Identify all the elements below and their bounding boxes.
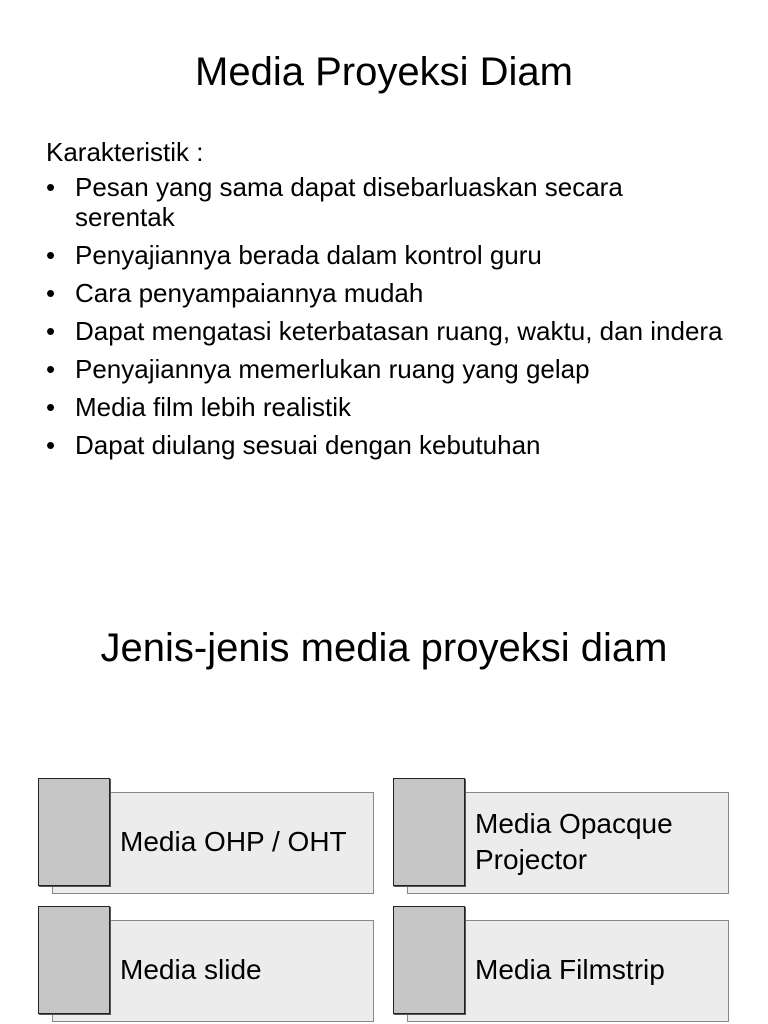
list-item [46, 240, 726, 270]
bullet-text: Media film lebih realistik [75, 392, 351, 422]
card-tab [38, 778, 110, 886]
bullet-text: Dapat diulang sesuai dengan kebutuhan [75, 430, 541, 460]
list-item [46, 392, 726, 422]
bullet-text: Penyajiannya memerlukan ruang yang gelap [75, 354, 590, 384]
list-item [46, 354, 726, 384]
media-card-filmstrip [393, 906, 729, 1022]
list-item [46, 430, 726, 460]
bullet-text: Cara penyampaiannya mudah [75, 278, 424, 308]
bullet-icon: • [46, 354, 56, 384]
list-item [46, 172, 726, 232]
list-item [46, 278, 726, 308]
bullet-icon: • [46, 316, 56, 346]
bullet-text: Dapat mengatasi keterbatasan ruang, waktu, dan indera [75, 316, 723, 346]
list-item [46, 316, 726, 346]
bullet-icon: • [46, 430, 56, 460]
bullet-icon: • [46, 172, 56, 202]
slide-title: Jenis-jenis media proyeksi diam [100, 626, 668, 670]
media-card-opaque-projector [393, 778, 729, 894]
card-label: Media OHP / OHT [120, 826, 347, 857]
card-label: Media slide [120, 954, 262, 985]
card-label: Media Filmstrip [475, 954, 665, 985]
card-tab [38, 906, 110, 1014]
bullet-icon: • [46, 392, 56, 422]
bullet-icon: • [46, 278, 56, 308]
bullet-text: Penyajiannya berada dalam kontrol guru [75, 240, 542, 270]
slide-media-types [0, 590, 768, 1024]
intro-label: Karakteristik : [46, 137, 204, 167]
card-tab [393, 778, 465, 886]
bullet-list [46, 172, 726, 468]
card-tab [393, 906, 465, 1014]
bullet-text: Pesan yang sama dapat disebarluaskan secara serentak [75, 172, 623, 232]
slide-title: Media Proyeksi Diam [195, 50, 573, 94]
media-card-slide [38, 906, 374, 1022]
media-card-ohp [38, 778, 374, 894]
card-label: Media Opacque Projector [475, 808, 673, 875]
bullet-icon: • [46, 240, 56, 270]
